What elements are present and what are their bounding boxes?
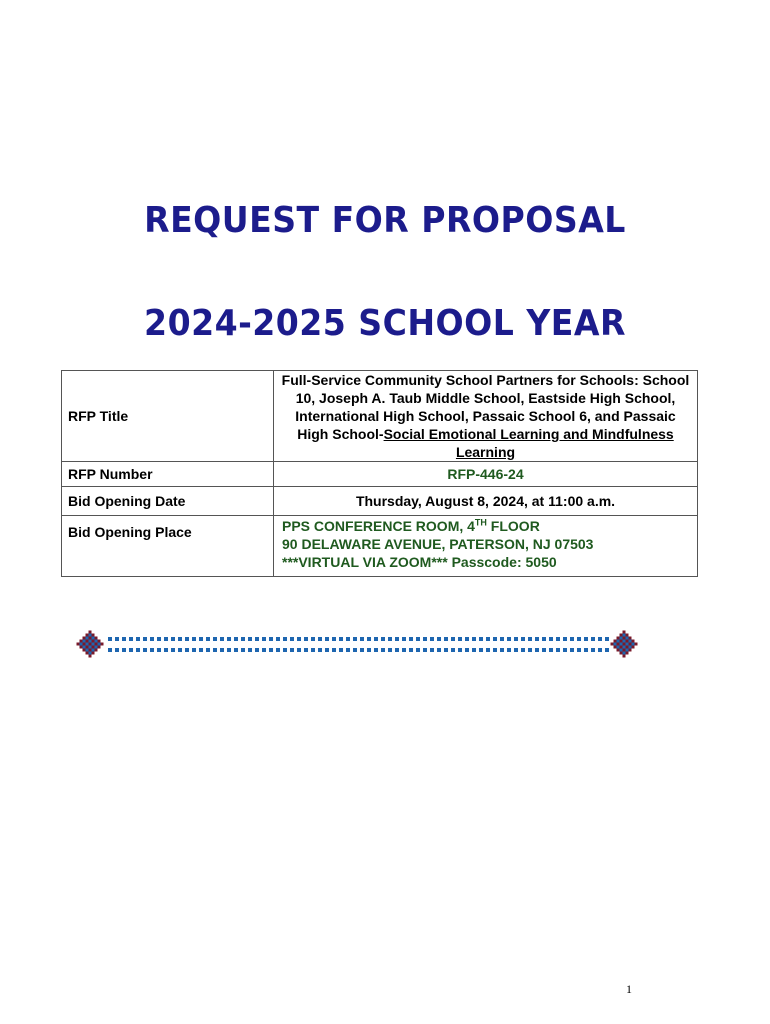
table-row	[62, 462, 698, 487]
table-row	[62, 487, 698, 516]
table-row	[62, 371, 698, 462]
rfp-title-label: RFP Title	[62, 371, 274, 462]
decorative-divider	[76, 628, 638, 660]
rfp-title-underlined-text: Social Emotional Learning and Mindfulness Learning	[383, 426, 674, 460]
bid-date-value: Thursday, August 8, 2024, at 11:00 a.m.	[274, 487, 698, 516]
document-title: REQUEST FOR PROPOSAL	[144, 200, 626, 241]
bid-place-value	[274, 516, 698, 577]
bid-place-label: Bid Opening Place	[62, 516, 274, 577]
rfp-number-value: RFP-446-24	[274, 462, 698, 487]
bid-date-label: Bid Opening Date	[62, 487, 274, 516]
page-number: 1	[626, 982, 632, 996]
bid-place-line-2: 90 DELAWARE AVENUE, PATERSON, NJ 07503	[282, 536, 594, 552]
rfp-title-value	[274, 371, 698, 462]
bid-place-line-1: PPS CONFERENCE ROOM, 4TH FLOOR	[282, 517, 540, 534]
rfp-title-text: Full-Service Community School Partners for Schools: School 10, Joseph A. Taub Middle School, Eastside High School, International High School, Passaic School 6, and Passaic High School-	[281, 372, 690, 442]
bid-place-line-3: ***VIRTUAL VIA ZOOM*** Passcode: 5050	[282, 554, 557, 570]
table-row	[62, 516, 698, 577]
rfp-number-label: RFP Number	[62, 462, 274, 487]
school-year-title: 2024-2025 SCHOOL YEAR	[144, 303, 626, 344]
rfp-info-table	[61, 370, 698, 577]
